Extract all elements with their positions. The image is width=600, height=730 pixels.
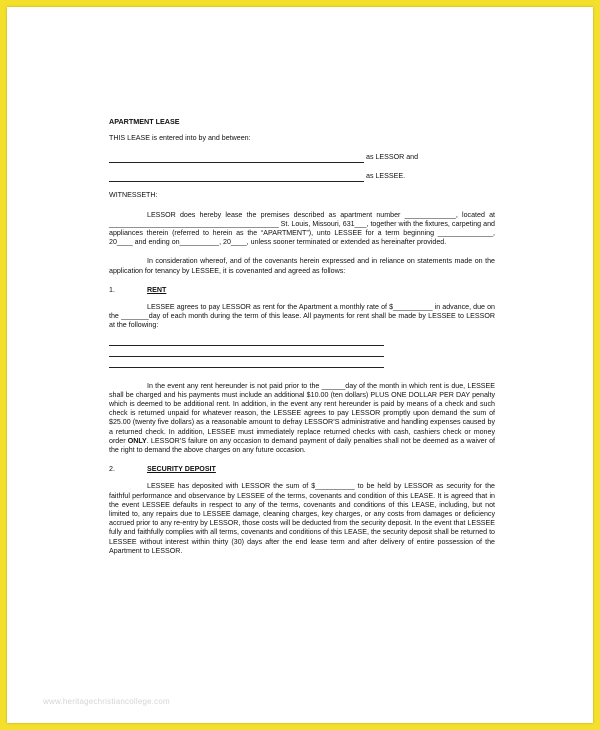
- late-rent-text-b: . LESSOR’S failure on any occasion to demand payment of daily penalties shall not be deemed as a waiver of the right to demand the above charges on any future occasion.: [109, 436, 496, 455]
- lessee-name-line: [109, 174, 364, 182]
- deposit-paragraph: LESSEE has deposited with LESSOR the sum of $__________ to be held by LESSOR as security for the faithful performance and observance by LESSEE of the terms, covenants and condition of this LEASE. It is agreed that in the event LESSEE defaults in respect to any of the terms, covenants and conditions of this LEASE, including, but not limited to, any repairs due to LESSEE damage, cleaning charges, key charges, or any costs from damages or deficiency accrued prior to any re-entry by LESSOR, those costs will be deducted from the security deposit. In the event that LESSEE fully and faithfully complies with all terms, covenants and conditions of this LEASE, the security deposit shall be returned to LESSEE without interest within thirty (30) days after the end lease term and after delivery of entire possession of the Apartment to LESSOR.: [109, 482, 495, 555]
- section-rent-heading: [109, 286, 495, 295]
- document-page: [7, 7, 593, 723]
- lessor-suffix: as LESSOR and: [366, 153, 419, 162]
- payment-address-line: [109, 356, 384, 357]
- lessee-suffix: as LESSEE.: [366, 172, 406, 181]
- consideration-paragraph: In consideration whereof, and of the covenants herein expressed and in reliance on statements made on the application for tenancy by LESSEE, it is covenanted and agreed as follows:: [109, 257, 495, 275]
- late-rent-emphasis: ONLY: [127, 436, 147, 445]
- lessor-name-line: [109, 155, 364, 163]
- section-title: SECURITY DEPOSIT: [147, 465, 216, 474]
- rent-paragraph: LESSEE agrees to pay LESSOR as rent for the Apartment a monthly rate of $__________ in advance, due on the _______day of each month during the term of this lease. All payments for rent shall be made by LESSEE to LESSOR at the following:: [109, 303, 495, 330]
- lessor-blank: [109, 153, 495, 162]
- payment-address-line: [109, 345, 384, 346]
- witnesseth-heading: WITNESSETH:: [109, 191, 158, 200]
- section-title: RENT: [147, 285, 167, 294]
- premises-paragraph: LESSOR does hereby lease the premises described as apartment number _____________, located at ___________________________________________ St. Louis, Missouri, 631___, together with the fixtures, carpeting and appliances therein (referred to herein as the “APARTMENT”), unto LESSEE for a term beginning ______________, 20____ and ending on__________, 20____, unless sooner terminated or extended as hereinafter provided.: [109, 210, 495, 247]
- watermark-text: www.heritagechristiancollege.com: [43, 697, 170, 706]
- intro-text: THIS LEASE is entered into by and between:: [109, 134, 251, 143]
- payment-address-line: [109, 367, 384, 368]
- document-title: APARTMENT LEASE: [109, 117, 180, 126]
- section-deposit-heading: [109, 465, 495, 474]
- lease-document: [109, 117, 495, 566]
- lessee-blank: [109, 172, 495, 181]
- section-number: 2.: [109, 465, 115, 474]
- section-number: 1.: [109, 285, 115, 294]
- late-rent-text-a: In the event any rent hereunder is not paid prior to the ______day of the month in which rent is due, LESSEE shall be charged and his payments must include an additional $10.00 (ten dollars) PLUS ONE DOLLAR PER DAY penalty which is deemed to be additional rent. In addition, in the event any rent hereunder is paid by means of a check and such check is returned unpaid for whatever reason, the LESSEE agrees to pay LESSOR promptly upon demand the sum of $25.00 (twenty five dollars) as a reasonable amount to defray LESSOR’S administrative and handling expenses caused by a returned check. In addition, LESSEE must immediately replace returned checks with cash, cashiers check or money order: [109, 381, 495, 445]
- late-rent-paragraph: [109, 382, 495, 456]
